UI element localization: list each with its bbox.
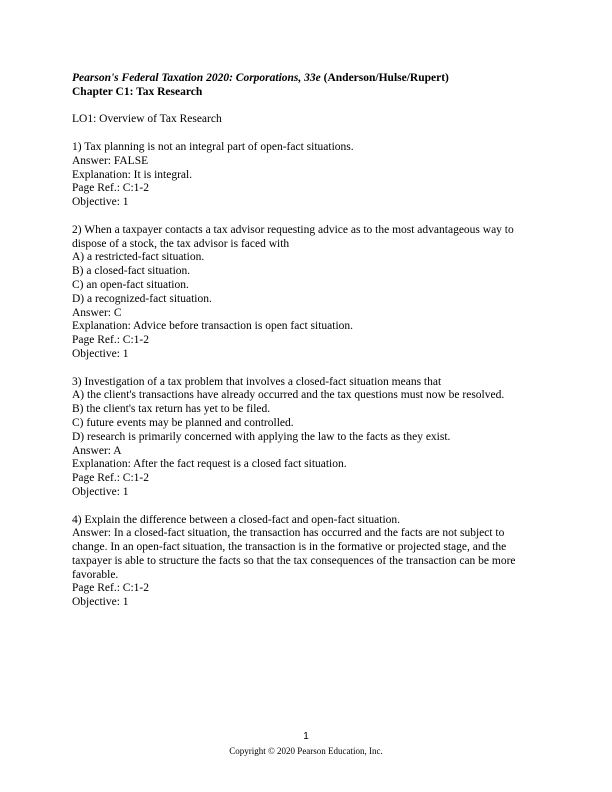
option-c: C) future events may be planned and controlled. (72, 416, 294, 429)
question-block-1 (72, 141, 540, 210)
question-block-2 (72, 224, 540, 362)
copyright-notice: Copyright © 2020 Pearson Education, Inc. (229, 746, 383, 756)
page-ref-line: Page Ref.: C:1-2 (72, 334, 149, 347)
page-ref-line: Page Ref.: C:1-2 (72, 582, 149, 595)
question-block-3 (72, 376, 540, 500)
explanation-line: Explanation: It is integral. (72, 168, 193, 181)
question-block-4 (72, 514, 540, 611)
answer-line: Answer: A (72, 444, 122, 457)
document-page (72, 72, 540, 610)
option-d: D) research is primarily concerned with applying the law to the facts as they exist. (72, 430, 451, 443)
page-ref-line: Page Ref.: C:1-2 (72, 472, 149, 485)
chapter-title: Chapter C1: Tax Research (72, 85, 203, 98)
option-c: C) an open-fact situation. (72, 278, 189, 291)
objective-line: Objective: 1 (72, 485, 129, 498)
objective-line: Objective: 1 (72, 596, 129, 609)
objective-line: Objective: 1 (72, 196, 129, 209)
option-a: A) a restricted-fact situation. (72, 251, 205, 264)
answer-line: Answer: In a closed-fact situation, the transaction has occurred and the facts are not subject to change. In an open-fact situation, the transaction is in the formative or projected stage, and the taxpayer is able to structure the facts so that the tax consequences of the transaction can be more favorable. (72, 527, 516, 581)
answer-line: Answer: C (72, 306, 122, 319)
document-header (72, 72, 540, 100)
option-b: B) the client's tax return has yet to be filed. (72, 403, 271, 416)
section-heading: LO1: Overview of Tax Research (72, 113, 222, 126)
page-number: 1 (303, 731, 309, 742)
question-text: 2) When a taxpayer contacts a tax advisor requesting advice as to the most advantageous way to dispose of a stock, the tax advisor is faced with (72, 223, 514, 250)
question-text: 3) Investigation of a tax problem that involves a closed-fact situation means that (72, 375, 442, 388)
book-title: Pearson's Federal Taxation 2020: Corporations, 33e (72, 72, 321, 84)
book-title-line (72, 72, 540, 86)
option-d: D) a recognized-fact situation. (72, 292, 212, 305)
question-text: 1) Tax planning is not an integral part of open-fact situations. (72, 140, 354, 153)
explanation-line: Explanation: After the fact request is a closed fact situation. (72, 458, 347, 471)
answer-line: Answer: FALSE (72, 154, 149, 167)
question-text: 4) Explain the difference between a closed-fact and open-fact situation. (72, 513, 401, 526)
objective-line: Objective: 1 (72, 347, 129, 360)
book-authors: (Anderson/Hulse/Rupert) (320, 72, 449, 84)
page-ref-line: Page Ref.: C:1-2 (72, 182, 149, 195)
explanation-line: Explanation: Advice before transaction is open fact situation. (72, 320, 354, 333)
option-b: B) a closed-fact situation. (72, 265, 191, 278)
option-a: A) the client's transactions have already occurred and the tax questions must now be resolved. (72, 389, 505, 402)
